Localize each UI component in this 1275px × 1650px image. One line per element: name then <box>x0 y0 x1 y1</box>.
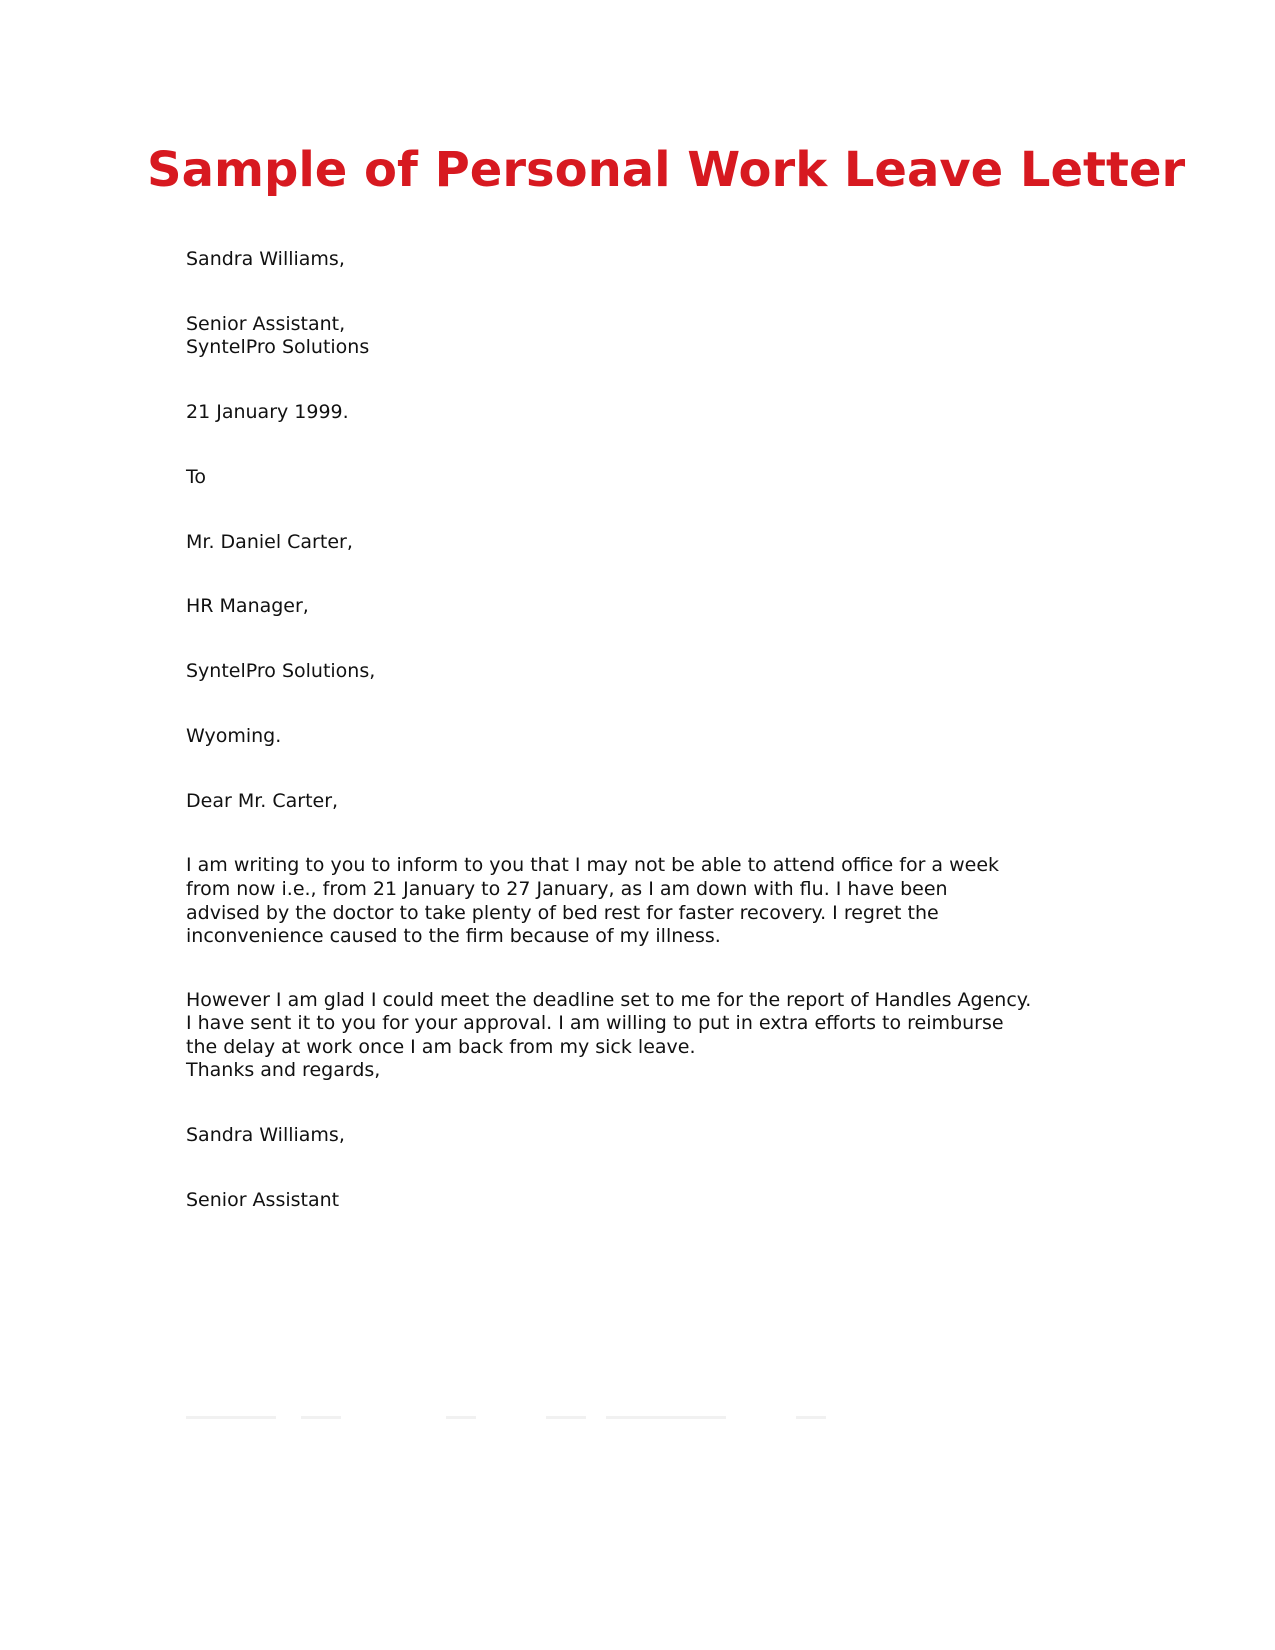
body-paragraph-1-line: inconvenience caused to the firm because of my illness. <box>186 925 721 947</box>
signature-position: Senior Assistant <box>186 1189 340 1211</box>
recipient-company: SyntelPro Solutions, <box>186 660 376 682</box>
closing-line: Thanks and regards, <box>186 1059 381 1081</box>
to-label: To <box>186 466 207 488</box>
body-paragraph-1-line: from now i.e., from 21 January to 27 January, as I am down with flu. I have been <box>186 878 948 900</box>
body-paragraph-1-line: I am writing to you to inform to you that I may not be able to attend office for a week <box>186 854 1000 876</box>
sender-name: Sandra Williams, <box>186 248 345 270</box>
body-paragraph-2-line: I have sent it to you for your approval. I am willing to put in extra efforts to reimburse <box>186 1012 1004 1034</box>
salutation: Dear Mr. Carter, <box>186 790 339 812</box>
letter-date: 21 January 1999. <box>186 401 349 423</box>
recipient-position: HR Manager, <box>186 595 309 617</box>
body-paragraph-2-line: However I am glad I could meet the deadline set to me for the report of Handles Agency. <box>186 989 1032 1011</box>
body-paragraph-2-line: the delay at work once I am back from my sick leave. <box>186 1036 696 1058</box>
sender-position: Senior Assistant, <box>186 313 346 335</box>
faint-watermark-line <box>186 1412 836 1424</box>
body-paragraph-1-line: advised by the doctor to take plenty of bed rest for faster recovery. I regret the <box>186 902 939 924</box>
sender-company: SyntelPro Solutions <box>186 336 370 358</box>
recipient-name: Mr. Daniel Carter, <box>186 531 353 553</box>
signature-name: Sandra Williams, <box>186 1124 345 1146</box>
recipient-location: Wyoming. <box>186 725 282 747</box>
page-title: Sample of Personal Work Leave Letter <box>147 142 1186 198</box>
